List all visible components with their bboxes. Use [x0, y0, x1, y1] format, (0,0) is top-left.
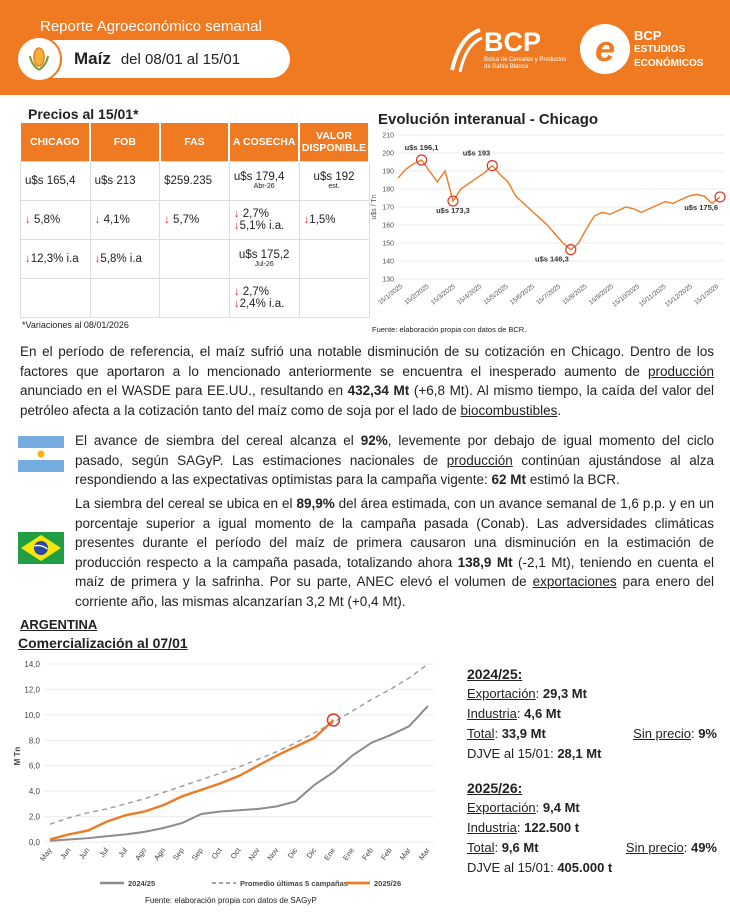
arrow-down-icon: ↓ [94, 213, 101, 226]
x-tick-label: Sep [170, 845, 186, 863]
cell-disponible-var [299, 200, 369, 239]
export-label: Exportación [467, 686, 536, 701]
fob-ia: 5,8% i.a [100, 252, 142, 265]
argentina-flag-icon [18, 436, 64, 472]
cosecha-jul-month: Jul-26 [254, 261, 274, 268]
industry-label: Industria [467, 706, 517, 721]
total-label: Total [467, 726, 495, 741]
total-value: 9,6 Mt [501, 840, 539, 855]
text: El avance de siembra del cereal alcanza el [75, 433, 361, 448]
arrow-down-icon: ↓ [25, 252, 31, 265]
bcp-logo-text: BCP [484, 27, 542, 57]
y-tick-label: 10,0 [24, 710, 40, 720]
annotation-label: u$s 146,3 [534, 254, 569, 264]
x-tick-label: Ene [341, 845, 357, 863]
x-tick-label: 15/1/2025 [377, 283, 405, 307]
x-tick-label: 15/11/2025 [637, 283, 668, 309]
ee-line1: BCP [634, 28, 662, 43]
cosecha-jul-var-a: 2,7% [242, 285, 269, 298]
cosecha-month: Abr-26 [253, 183, 275, 190]
x-tick-label: 15/7/2025 [535, 283, 563, 307]
y-tick-label: 2,0 [28, 812, 40, 822]
y-tick-label: 140 [382, 258, 394, 266]
cell-fas-empty [160, 239, 230, 278]
x-tick-label: Ene [322, 845, 338, 863]
x-tick-label: Feb [360, 845, 375, 862]
arrow-down-icon: ↓ [233, 297, 240, 310]
evolution-chart [368, 127, 730, 323]
y-tick-label: 130 [382, 276, 394, 284]
arrow-down-icon: ↓ [233, 285, 240, 298]
text: (-2,1 Mt), teniendo en cuenta el maíz de primera y la safrinha. Por su parte, ANEC elevó el volumen de [75, 554, 714, 589]
report-period: del 08/01 al 15/01 [120, 50, 241, 68]
x-tick-label: Nov [246, 845, 262, 863]
paragraph-chicago [20, 342, 714, 420]
x-tick-label: 15/1/2026 [693, 283, 721, 307]
text: anunciado en el WASDE para EE.UU., resultando en [20, 383, 348, 398]
bcp-logo-subtitle: Bolsa de Cereales y Productos de Bahía Blanca [484, 57, 567, 70]
cell-cosecha-jul [229, 239, 299, 278]
campaign-title: 2025/26: [467, 780, 523, 796]
djve-value: 405.000 t [557, 860, 613, 875]
cell-chicago-var [21, 200, 91, 239]
industry-value: 122.500 t [524, 820, 580, 835]
campaign-2024-25: 2024/25: Exportación: 29,3 Mt Industria: 4,6 Mt Total: 33,9 Mt Sin precio: 9% DJVE al 15/01: 28,1 Mt [467, 666, 717, 761]
cell-disponible-price [299, 161, 369, 200]
djve-label: DJVE al 15/01: [467, 860, 558, 875]
x-tick-label: Dic [285, 845, 300, 861]
cell-empty [160, 278, 230, 317]
evolution-chart-source: Fuente: elaboración propia con datos de BCR. [372, 325, 527, 334]
comercializacion-title: Comercialización al 07/01 [18, 635, 188, 651]
x-tick-label: 15/5/2025 [482, 283, 510, 307]
prices-header-row [21, 123, 370, 161]
arrow-down-icon: ↓ [303, 213, 310, 226]
cosecha-jul-var-b: 2,4% i.a. [239, 297, 285, 310]
table-row [21, 278, 370, 317]
text: . [557, 402, 562, 418]
x-tick-label: Ago [152, 845, 168, 863]
table-row [21, 239, 370, 278]
industry-label: Industria [467, 820, 517, 835]
bold-value: 62 Mt [491, 472, 527, 487]
disponible-var: 1,5% [309, 213, 336, 226]
x-tick-label: Jun [58, 845, 73, 862]
campaign-2025-26: 2025/26: Exportación: 9,4 Mt Industria: 122.500 t Total: 9,6 Mt Sin precio: 49% DJVE al 15/01: 405.000 t [467, 780, 717, 875]
header-banner [0, 0, 730, 95]
argentina-title: ARGENTINA [20, 617, 98, 632]
text: del área estimada, con un avance semanal de 1,6 p.p. y en un porcentaje superior a igual momento de la campaña pasada (Conab). Las adversidades climáticas presentes durante el período del maíz de primera causaron una disminución en la estimación de producción respecto a la campaña pasada, totalizando ahora [75, 496, 714, 570]
legend-label: 2024/25 [128, 879, 156, 888]
y-tick-label: 150 [382, 240, 394, 248]
chicago-price-line [398, 160, 720, 250]
cell-empty [90, 278, 159, 317]
export-value: 29,3 Mt [542, 686, 587, 701]
y-tick-label: 8,0 [28, 736, 40, 746]
brazil-flag-icon [18, 532, 64, 564]
cosecha-price: u$s 179,4 [233, 171, 285, 183]
x-tick-label: Nov [265, 845, 281, 863]
paragraph-brasil [75, 494, 714, 611]
x-tick-label: 15/6/2025 [508, 283, 536, 307]
cosecha-var-b: 5,1% i.a. [239, 219, 285, 232]
col-fob: FOB [90, 123, 159, 161]
x-tick-label: Mar [416, 845, 432, 862]
ee-line3: ECONÓMICOS [634, 58, 704, 69]
x-tick-label: Jul [116, 845, 130, 860]
cell-empty [21, 278, 91, 317]
cell-fob-var [90, 200, 159, 239]
arrow-down-icon: ↓ [233, 219, 240, 232]
x-tick-label: 15/9/2025 [587, 283, 615, 307]
col-a-cosecha: A COSECHA [229, 123, 299, 161]
x-tick-label: Ago [133, 845, 149, 863]
prices-table [20, 123, 370, 318]
legend-label: 2025/26 [374, 879, 402, 888]
x-tick-label: 15/8/2025 [561, 283, 589, 307]
text: estimó la BCR. [526, 472, 620, 487]
bold-value: 89,9% [296, 496, 335, 511]
cell-chicago-ia [21, 239, 91, 278]
x-tick-label: 15/3/2025 [429, 283, 457, 307]
total-value: 33,9 Mt [501, 726, 546, 741]
y-axis-label: u$s / Tn [371, 194, 378, 220]
comercializacion-chart [10, 656, 450, 896]
text: , levemente por debajo de igual momento del ciclo pasado, según SAGyP. Las estimaciones nacionales de [75, 433, 714, 468]
y-tick-label: 12,0 [24, 685, 40, 695]
x-tick-label: 15/12/2025 [663, 283, 694, 309]
x-tick-label: Feb [379, 845, 394, 862]
campaign-title: 2024/25: [467, 666, 523, 682]
estudios-economicos-logo-text [634, 30, 703, 70]
cosecha-jul-price: u$s 175,2 [238, 249, 290, 261]
cell-fas-price: $259.235 [160, 161, 230, 200]
bold-value: 432,34 Mt [347, 383, 410, 398]
chicago-var: 5,8% [33, 213, 61, 226]
text: (+6,8 Mt). Al mismo tiempo, la caída del valor del petróleo afecta a la cotización tanto del maíz como de soja por el lado de [20, 383, 714, 418]
legend-label: Promedio últimas 5 campañas [240, 879, 348, 888]
x-tick-label: Dic [304, 845, 319, 861]
annotation-label: u$s 173,3 [436, 206, 470, 216]
text: En el período de referencia, el maíz sufrió una notable disminución de su cotización en Chicago. Dentro de los factores que aportaron a lo mencionado anteriormente se encuentra el inesperado aumento de [20, 344, 714, 379]
total-label: Total [467, 840, 495, 855]
sin-precio-label: Sin precio [625, 840, 684, 855]
cell-cosecha-var [229, 200, 299, 239]
cell-cosecha-jul-var [229, 278, 299, 317]
cell-fas-var [160, 200, 230, 239]
bold-value: 138,9 Mt [457, 554, 513, 570]
x-tick-label: Oct [228, 845, 243, 861]
cell-chicago-price: u$s 165,4 [21, 161, 91, 200]
col-valor-disponible: VALOR DISPONIBLE [299, 123, 369, 161]
annotation-label: u$s 196,1 [404, 143, 439, 153]
y-tick-label: 190 [382, 168, 394, 176]
series-line-1 [50, 664, 428, 824]
x-tick-label: Sep [189, 845, 205, 863]
chicago-ia: 12,3% i.a [30, 252, 79, 265]
arrow-down-icon: ↓ [94, 252, 101, 265]
sin-precio-value: 9% [698, 726, 717, 741]
bold-value: 92% [360, 433, 388, 448]
estudios-economicos-logo-icon: e [580, 24, 630, 74]
export-value: 9,4 Mt [542, 800, 580, 815]
djve-value: 28,1 Mt [557, 746, 602, 761]
export-label: Exportación [467, 800, 536, 815]
disponible-note: est. [328, 183, 340, 190]
arrow-down-icon: ↓ [233, 207, 240, 220]
text: para enero del corriente año, las mismas alcanzarían 3,2 Mt (+0,4 Mt). [75, 574, 714, 609]
cell-fob-ia [90, 239, 159, 278]
cosecha-var-a: 2,7% [242, 207, 269, 220]
x-tick-label: Mar [397, 845, 413, 862]
table-row [21, 161, 370, 200]
evolution-chart-title: Evolución interanual - Chicago [378, 111, 599, 128]
y-tick-label: 210 [382, 132, 394, 140]
y-tick-label: 180 [382, 186, 394, 194]
industry-value: 4,6 Mt [524, 706, 561, 721]
annotation-label: u$s 175,6 [684, 202, 718, 212]
report-title: Reporte Agroeconómico semanal [40, 18, 262, 35]
prices-footnote: *Variaciones al 08/01/2026 [22, 320, 129, 330]
cell-cosecha-price [229, 161, 299, 200]
paragraph-argentina [75, 431, 714, 490]
x-tick-label: 15/2/2025 [403, 283, 431, 307]
y-tick-label: 200 [382, 150, 394, 158]
y-tick-label: 0,0 [28, 838, 40, 847]
sin-precio-value: 49% [690, 840, 717, 855]
col-fas: FAS [160, 123, 230, 161]
commodity-name: Maíz [74, 49, 111, 68]
x-tick-label: Oct [209, 845, 224, 861]
link-produccion[interactable]: producción [647, 363, 714, 379]
series-line-2 [50, 720, 334, 840]
x-tick-label: Jun [77, 845, 92, 862]
text: continúan ajustándose al alza respondiendo a las expectativas optimistas para la campaña vigente: [75, 452, 714, 487]
cell-empty [299, 278, 369, 317]
link-produccion[interactable]: producción [446, 452, 513, 468]
link-biocombustibles[interactable]: biocombustibles [460, 402, 558, 418]
arrow-down-icon: ↓ [164, 213, 170, 226]
corn-icon [16, 36, 62, 82]
y-tick-label: 160 [382, 222, 394, 230]
y-tick-label: 14,0 [24, 660, 40, 669]
text: La siembra del cereal se ubica en el [75, 496, 297, 511]
cell-fob-price: u$s 213 [90, 161, 159, 200]
ee-line2: ESTUDIOS [634, 44, 686, 55]
y-tick-label: 6,0 [28, 761, 40, 771]
annotation-label: u$s 193 [462, 148, 491, 158]
y-axis-label: M Tn [13, 746, 22, 766]
fas-var: 5,7% [173, 213, 200, 226]
x-tick-label: May [38, 845, 54, 863]
fob-var: 4,1% [103, 213, 130, 226]
x-tick-label: 15/10/2025 [611, 283, 642, 309]
comercializacion-source: Fuente: elaboración propia con datos de SAGyP [145, 896, 317, 905]
prices-title: Precios al 15/01* [28, 106, 139, 122]
djve-label: DJVE al 15/01: [467, 746, 558, 761]
disponible-price: u$s 192 [313, 171, 355, 183]
commodity-pill [22, 40, 290, 78]
x-tick-label: 15/4/2025 [456, 283, 484, 307]
col-chicago: CHICAGO [21, 123, 91, 161]
link-exportaciones[interactable]: exportaciones [532, 574, 617, 589]
table-row [21, 200, 370, 239]
arrow-down-icon: ↓ [25, 213, 31, 226]
cell-disponible-empty [299, 239, 369, 278]
x-tick-label: Jul [97, 845, 111, 860]
y-tick-label: 4,0 [28, 787, 40, 797]
sin-precio-label: Sin precio [633, 726, 691, 741]
y-tick-label: 170 [382, 204, 394, 212]
